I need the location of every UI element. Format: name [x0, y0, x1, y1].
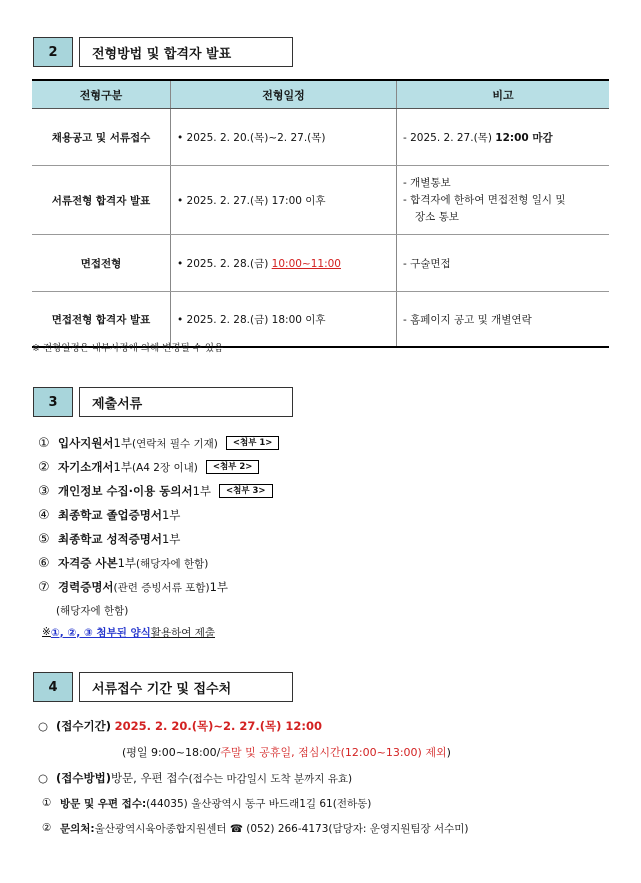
item-mark: ⑤: [38, 531, 50, 547]
item-detail: (연락처 필수 기재): [131, 437, 218, 450]
schedule-text: 2025. 2. 20.(목)~2. 27.(목): [186, 131, 326, 144]
address-label: 방문 및 우편 접수:: [60, 797, 147, 810]
note-cell: - 구술면접: [397, 235, 610, 292]
forms-note: [38, 621, 279, 643]
stage-cell: 서류전형 합격자 발표: [32, 166, 171, 235]
schedule-footnote: ※ 전형일정은 내부사정에 의해 변경될 수 있음: [32, 343, 224, 354]
schedule-cell: [171, 292, 397, 348]
item-mark: ①: [38, 435, 50, 451]
circle-marker: ○: [38, 719, 49, 733]
method-line: [38, 766, 469, 790]
bullet: •: [177, 131, 184, 144]
section-title: 제출서류: [79, 387, 293, 417]
contact-value: 울산광역시육아종합지원센터 ☎ (052) 266-4173(담당자: 운영지원팀장 서수미): [94, 822, 469, 835]
item-qty: 1부: [161, 508, 181, 522]
item-mark: ②: [42, 822, 52, 834]
note-cell: - 홈페이지 공고 및 개별연락: [397, 292, 610, 348]
stage-cell: 면접전형: [32, 235, 171, 292]
list-item: [38, 503, 279, 527]
period-label: (접수기간): [56, 719, 111, 733]
item-mark: ③: [38, 483, 50, 499]
section-number: 4: [33, 672, 73, 702]
item-name: 자기소개서: [58, 460, 114, 474]
note-suffix: 활용하여 제출: [150, 626, 216, 639]
period-value: 2025. 2. 20.(목)~2. 27.(목) 12:00: [114, 719, 322, 733]
table-row: [32, 109, 609, 166]
item-qty: 1부: [113, 460, 132, 474]
note-line: 장소 통보: [415, 210, 459, 223]
item-qty: 1부: [117, 556, 136, 570]
attachment-tag: <첨부 3>: [219, 484, 273, 498]
schedule-text: 2025. 2. 28.(금) 18:00 이후: [186, 313, 326, 326]
list-item: [38, 431, 279, 455]
item-qty: 1부: [209, 580, 228, 594]
item-name: 자격증 사본: [58, 556, 118, 570]
column-header: 전형일정: [171, 80, 397, 109]
table-header-row: [32, 80, 609, 109]
item-name: 개인정보 수집·이용 동의서: [58, 484, 193, 498]
item-mark: ④: [38, 507, 50, 523]
schedule-table: [32, 79, 609, 348]
bullet: •: [177, 194, 184, 207]
section-4-header: [33, 672, 293, 702]
list-item: [38, 575, 279, 599]
section-2-header: [33, 37, 293, 67]
list-item: [38, 479, 279, 503]
item-name: 경력증명서: [58, 580, 114, 594]
section-title: 서류접수 기간 및 접수처: [79, 672, 293, 702]
item-mark: ⑥: [38, 555, 50, 571]
item-qty: 1부: [192, 484, 212, 498]
bullet: •: [177, 257, 184, 270]
period-sub-line: [38, 738, 469, 766]
note-line: - 개별통보: [403, 176, 451, 189]
schedule-cell: [171, 109, 397, 166]
period-exclusion: 주말 및 공휴일, 점심시간(12:00~13:00) 제외: [220, 746, 447, 759]
list-item: [38, 551, 279, 575]
section-number: 3: [33, 387, 73, 417]
note-cell: [397, 166, 610, 235]
period-line: [38, 714, 469, 738]
method-value: 방문, 우편 접수: [110, 771, 189, 785]
note-line: - 합격자에 한하여 면접전형 일시 및: [403, 193, 566, 206]
interview-time: 10:00~11:00: [271, 257, 341, 270]
contact-line: [38, 816, 469, 840]
item-name: 최종학교 졸업증명서: [58, 508, 162, 522]
item-mark: ②: [38, 459, 50, 475]
item-sub-note: (해당자에 한함): [56, 604, 129, 617]
stage-cell: 면접전형 합격자 발표: [32, 292, 171, 348]
list-item: [38, 455, 279, 479]
item-mark: ①: [42, 797, 52, 809]
item-detail: (A4 2장 이내): [131, 461, 198, 474]
table-row: [32, 235, 609, 292]
method-detail: (접수는 마감일시 도착 분까지 유효): [188, 772, 353, 785]
document-list: [38, 431, 279, 643]
schedule-text: 2025. 2. 28.(금): [186, 257, 272, 270]
item-name: 최종학교 성적증명서: [58, 532, 162, 546]
note-text: - 2025. 2. 27.(목): [403, 131, 496, 144]
list-item: [38, 527, 279, 551]
item-detail: (관련 증빙서류 포함): [113, 581, 210, 594]
attachment-tag: <첨부 2>: [206, 460, 260, 474]
section-title: 전형방법 및 합격자 발표: [79, 37, 293, 67]
submission-info: [38, 714, 469, 840]
period-sub-suffix: ): [446, 745, 451, 759]
stage-cell: 채용공고 및 서류접수: [32, 109, 171, 166]
attachment-tag: <첨부 1>: [226, 436, 280, 450]
column-header: 전형구분: [32, 80, 171, 109]
section-3-header: [33, 387, 293, 417]
address-value: (44035) 울산광역시 동구 바드래1길 61(전하동): [146, 797, 372, 810]
schedule-cell: [171, 235, 397, 292]
note-highlight: ①, ②, ③ 첨부된 양식: [50, 626, 151, 639]
note-cell: [397, 109, 610, 166]
contact-label: 문의처:: [60, 822, 95, 835]
table-row: [32, 292, 609, 348]
bullet: •: [177, 313, 184, 326]
column-header: 비고: [397, 80, 610, 109]
schedule-cell: [171, 166, 397, 235]
note-prefix: ※: [42, 626, 51, 638]
period-sub-prefix: (평일 9:00~18:00/: [122, 746, 221, 759]
method-label: (접수방법): [56, 771, 111, 785]
section-number: 2: [33, 37, 73, 67]
item-name: 입사지원서: [58, 436, 114, 450]
table-row: [32, 166, 609, 235]
schedule-text: 2025. 2. 27.(목) 17:00 이후: [186, 194, 326, 207]
item-qty: 1부: [113, 436, 132, 450]
item-detail: (해당자에 한함): [136, 557, 209, 570]
item-mark: ⑦: [38, 579, 50, 595]
circle-marker: ○: [38, 771, 49, 785]
deadline-text: 12:00 마감: [495, 131, 553, 144]
address-line: [38, 790, 469, 816]
item-qty: 1부: [161, 532, 181, 546]
